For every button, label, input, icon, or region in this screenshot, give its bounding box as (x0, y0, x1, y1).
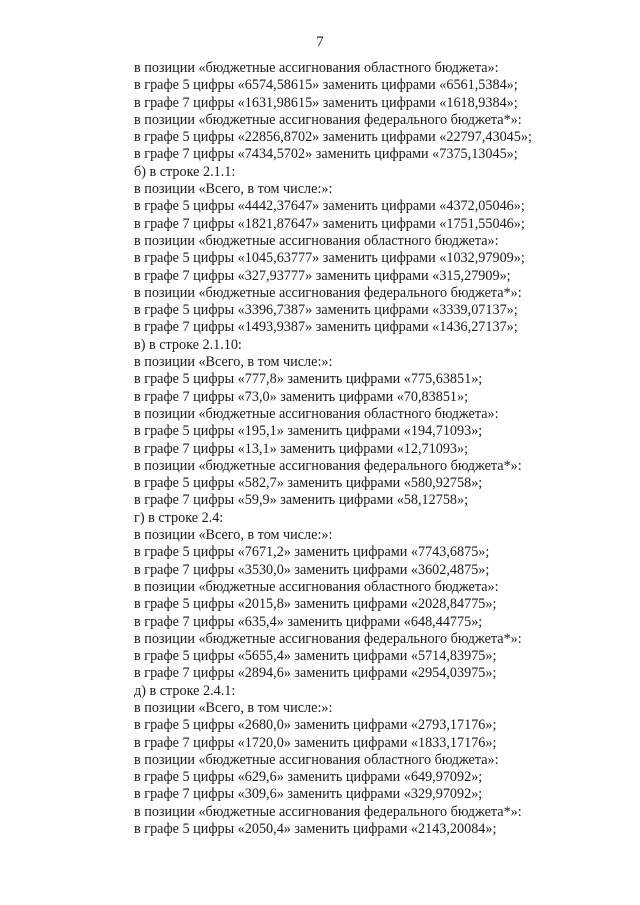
text-line: в графе 7 цифры «1631,98615» заменить цифрами «1618,9384»; (134, 94, 518, 111)
text-line: в графе 5 цифры «777,8» заменить цифрами «775,63851»; (134, 371, 483, 388)
text-line: в позиции «бюджетные ассигнования областного бюджета»: (134, 751, 499, 768)
text-line: в графе 7 цифры «1821,87647» заменить цифрами «1751,55046»; (134, 215, 525, 232)
text-line: в графе 5 цифры «4442,37647» заменить цифрами «4372,05046»; (134, 198, 525, 215)
page-number: 7 (316, 34, 324, 50)
text-line: в графе 7 цифры «2894,6» заменить цифрами «2954,03975»; (134, 665, 497, 682)
subsection-heading: в) в строке 2.1.10: (134, 336, 242, 353)
text-line: в графе 7 цифры «3530,0» заменить цифрами «3602,4875»; (134, 561, 490, 578)
text-line: в графе 5 цифры «582,7» заменить цифрами «580,92758»; (134, 475, 483, 492)
text-line: в позиции «бюджетные ассигнования областного бюджета»: (134, 232, 499, 249)
text-line: в графе 7 цифры «1493,9387» заменить цифрами «1436,27137»; (134, 319, 518, 336)
text-line: в графе 5 цифры «7671,2» заменить цифрами «7743,6875»; (134, 544, 490, 561)
document-body (134, 60, 624, 838)
text-line: в позиции «бюджетные ассигнования федерального бюджета*»: (134, 630, 522, 647)
text-line: в позиции «Всего, в том числе:»: (134, 527, 333, 544)
text-line: в графе 7 цифры «59,9» заменить цифрами «58,12758»; (134, 492, 469, 509)
text-line: в позиции «Всего, в том числе:»: (134, 354, 333, 371)
text-line: в графе 5 цифры «2680,0» заменить цифрами «2793,17176»; (134, 717, 497, 734)
text-line: в графе 7 цифры «635,4» заменить цифрами «648,44775»; (134, 613, 483, 630)
subsection-heading: г) в строке 2.4: (134, 509, 224, 526)
text-line: в графе 7 цифры «13,1» заменить цифрами «12,71093»; (134, 440, 469, 457)
text-line: в графе 5 цифры «2050,4» заменить цифрами «2143,20084»; (134, 821, 497, 838)
text-line: в позиции «Всего, в том числе:»: (134, 181, 333, 198)
text-line: в позиции «бюджетные ассигнования областного бюджета»: (134, 60, 499, 76)
text-line: в графе 7 цифры «327,93777» заменить цифрами «315,27909»; (134, 267, 511, 284)
subsection-heading: б) в строке 2.1.1: (134, 163, 236, 180)
text-line: в графе 5 цифры «6574,58615» заменить цифрами «6561,5384»; (134, 77, 518, 94)
text-line: в графе 5 цифры «195,1» заменить цифрами «194,71093»; (134, 423, 483, 440)
text-line: в графе 5 цифры «3396,7387» заменить цифрами «3339,07137»; (134, 302, 518, 319)
text-line: в позиции «бюджетные ассигнования федерального бюджета*»: (134, 111, 522, 128)
text-line: в графе 5 цифры «22856,8702» заменить цифрами «22797,43045»; (134, 129, 532, 146)
text-line: в позиции «бюджетные ассигнования областного бюджета»: (134, 405, 499, 422)
text-line: в позиции «бюджетные ассигнования федерального бюджета*»: (134, 803, 522, 820)
text-line: в позиции «бюджетные ассигнования федерального бюджета*»: (134, 457, 522, 474)
text-line: в позиции «бюджетные ассигнования федерального бюджета*»: (134, 284, 522, 301)
text-line: в графе 7 цифры «1720,0» заменить цифрами «1833,17176»; (134, 734, 497, 751)
text-line: в позиции «бюджетные ассигнования областного бюджета»: (134, 578, 499, 595)
text-line: в графе 5 цифры «1045,63777» заменить цифрами «1032,97909»; (134, 250, 525, 267)
text-line: в графе 7 цифры «73,0» заменить цифрами «70,83851»; (134, 388, 469, 405)
text-line: в графе 5 цифры «629,6» заменить цифрами «649,97092»; (134, 769, 483, 786)
text-line: в позиции «Всего, в том числе:»: (134, 699, 333, 716)
text-line: в графе 7 цифры «309,6» заменить цифрами «329,97092»; (134, 786, 483, 803)
text-line: в графе 7 цифры «7434,5702» заменить цифрами «7375,13045»; (134, 146, 518, 163)
text-line: в графе 5 цифры «2015,8» заменить цифрами «2028,84775»; (134, 596, 497, 613)
subsection-heading: д) в строке 2.4.1: (134, 682, 236, 699)
text-line: в графе 5 цифры «5655,4» заменить цифрами «5714,83975»; (134, 648, 497, 665)
